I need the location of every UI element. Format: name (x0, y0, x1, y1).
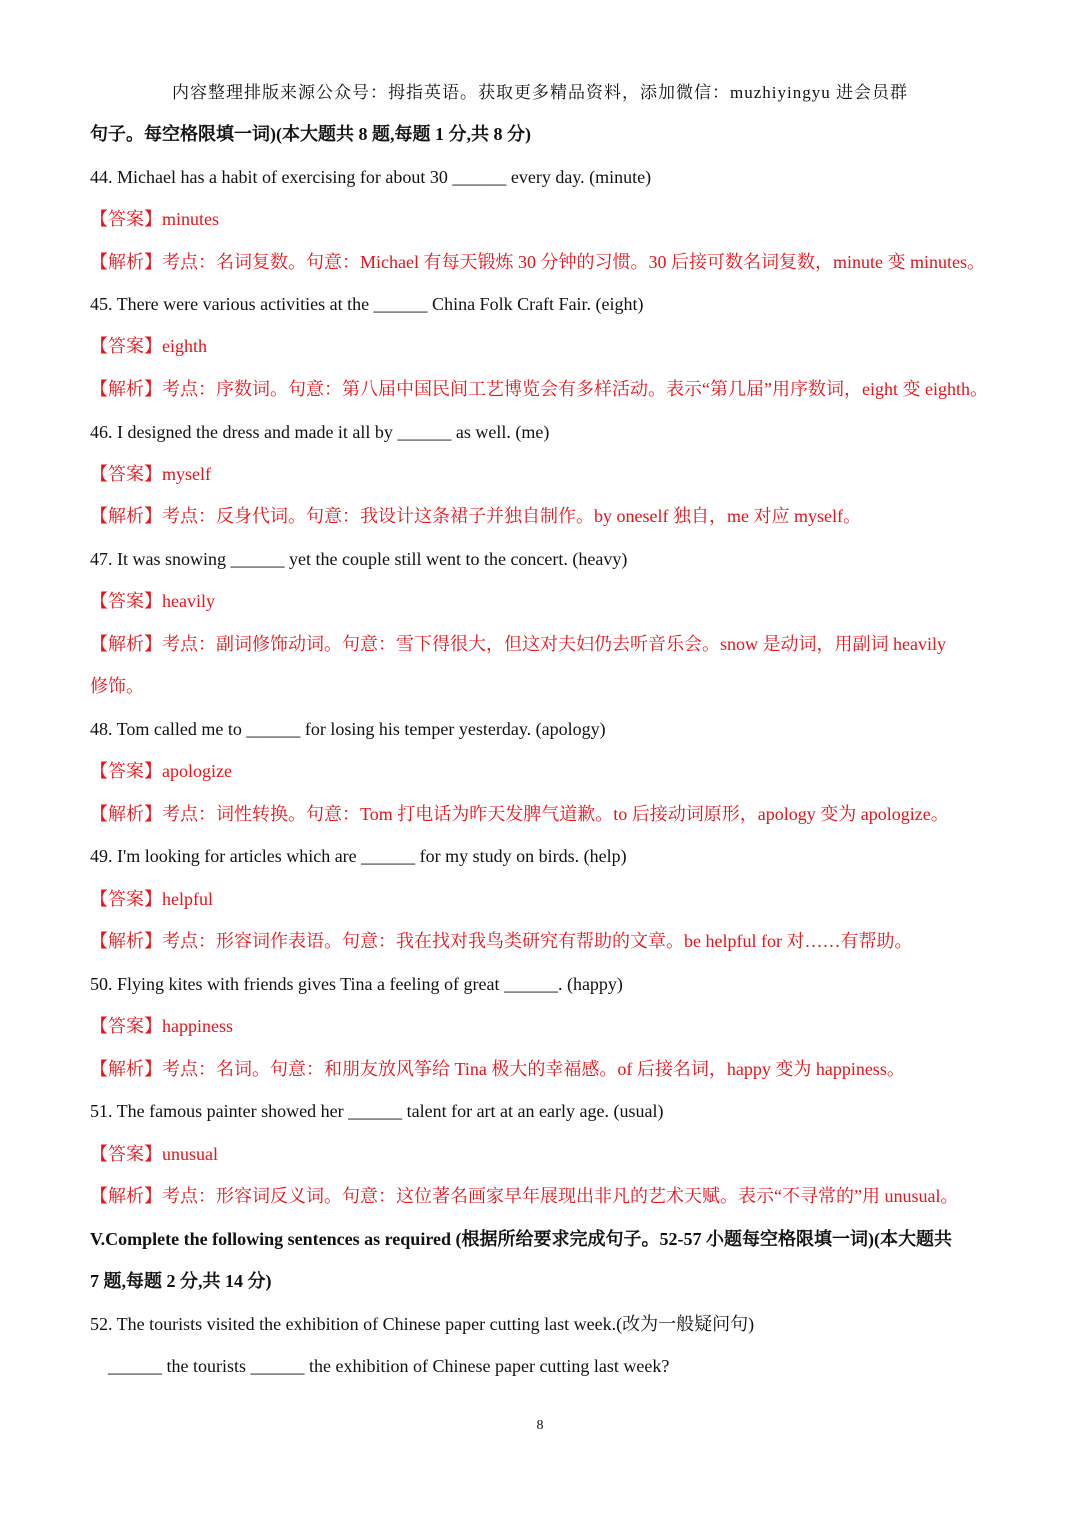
analysis-50: 【解析】考点：名词。句意：和朋友放风筝给 Tina 极大的幸福感。of 后接名词，happy 变为 happiness。 (90, 1059, 905, 1079)
question-44: 44. Michael has a habit of exercising for about 30 ______ every day. (minute) (90, 167, 652, 187)
question-49: 49. I'm looking for articles which are ______ for my study on birds. (help) (90, 846, 627, 866)
answer-47: 【答案】heavily (90, 591, 215, 611)
answer-44: 【答案】minutes (90, 209, 219, 229)
section-v-heading-cont: 7 题,每题 2 分,共 14 分) (90, 1271, 272, 1291)
analysis-46: 【解析】考点：反身代词。句意：我设计这条裙子并独自制作。by oneself 独自，me 对应 myself。 (90, 506, 861, 526)
question-51: 51. The famous painter showed her ______ talent for art at an early age. (usual) (90, 1101, 664, 1121)
analysis-47: 【解析】考点：副词修饰动词。句意：雪下得很大，但这对夫妇仍去听音乐会。snow 是动词，用副词 heavily (90, 634, 946, 654)
question-47: 47. It was snowing ______ yet the couple still went to the concert. (heavy) (90, 549, 628, 569)
section-instruction: 句子。每空格限填一词)(本大题共 8 题,每题 1 分,共 8 分) (90, 124, 531, 144)
answer-46: 【答案】myself (90, 464, 211, 484)
question-46: 46. I designed the dress and made it all by ______ as well. (me) (90, 422, 550, 442)
analysis-44: 【解析】考点：名词复数。句意：Michael 有每天锻炼 30 分钟的习惯。30 后接可数名词复数，minute 变 minutes。 (90, 252, 985, 272)
analysis-47-cont: 修饰。 (90, 676, 144, 696)
question-45: 45. There were various activities at the ______ China Folk Craft Fair. (eight) (90, 294, 644, 314)
page-header: 内容整理排版来源公众号：拇指英语。获取更多精品资料，添加微信：muzhiyingyu 进会员群 (172, 83, 908, 102)
analysis-49: 【解析】考点：形容词作表语。句意：我在找对我鸟类研究有帮助的文章。be helpful for 对……有帮助。 (90, 931, 913, 951)
analysis-45: 【解析】考点：序数词。句意：第八届中国民间工艺博览会有多样活动。表示“第几届”用序数词，eight 变 eighth。 (90, 379, 988, 399)
analysis-48: 【解析】考点：词性转换。句意：Tom 打电话为昨天发脾气道歉。to 后接动词原形，apology 变为 apologize。 (90, 804, 949, 824)
question-50: 50. Flying kites with friends gives Tina a feeling of great ______. (happy) (90, 974, 623, 994)
analysis-51: 【解析】考点：形容词反义词。句意：这位著名画家早年展现出非凡的艺术天赋。表示“不寻常的”用 unusual。 (90, 1186, 959, 1206)
question-52-blanks: ______ the tourists ______ the exhibition of Chinese paper cutting last week? (108, 1356, 670, 1376)
answer-48: 【答案】apologize (90, 761, 232, 781)
section-v-heading: V.Complete the following sentences as required (根据所给要求完成句子。52-57 小题每空格限填一词)(本大题共 (90, 1229, 952, 1249)
answer-50: 【答案】happiness (90, 1016, 233, 1036)
answer-49: 【答案】helpful (90, 889, 213, 909)
question-52: 52. The tourists visited the exhibition of Chinese paper cutting last week.(改为一般疑问句) (90, 1314, 755, 1334)
answer-45: 【答案】eighth (90, 336, 207, 356)
page-number: 8 (536, 1418, 544, 1433)
question-48: 48. Tom called me to ______ for losing his temper yesterday. (apology) (90, 719, 606, 739)
answer-51: 【答案】unusual (90, 1144, 218, 1164)
